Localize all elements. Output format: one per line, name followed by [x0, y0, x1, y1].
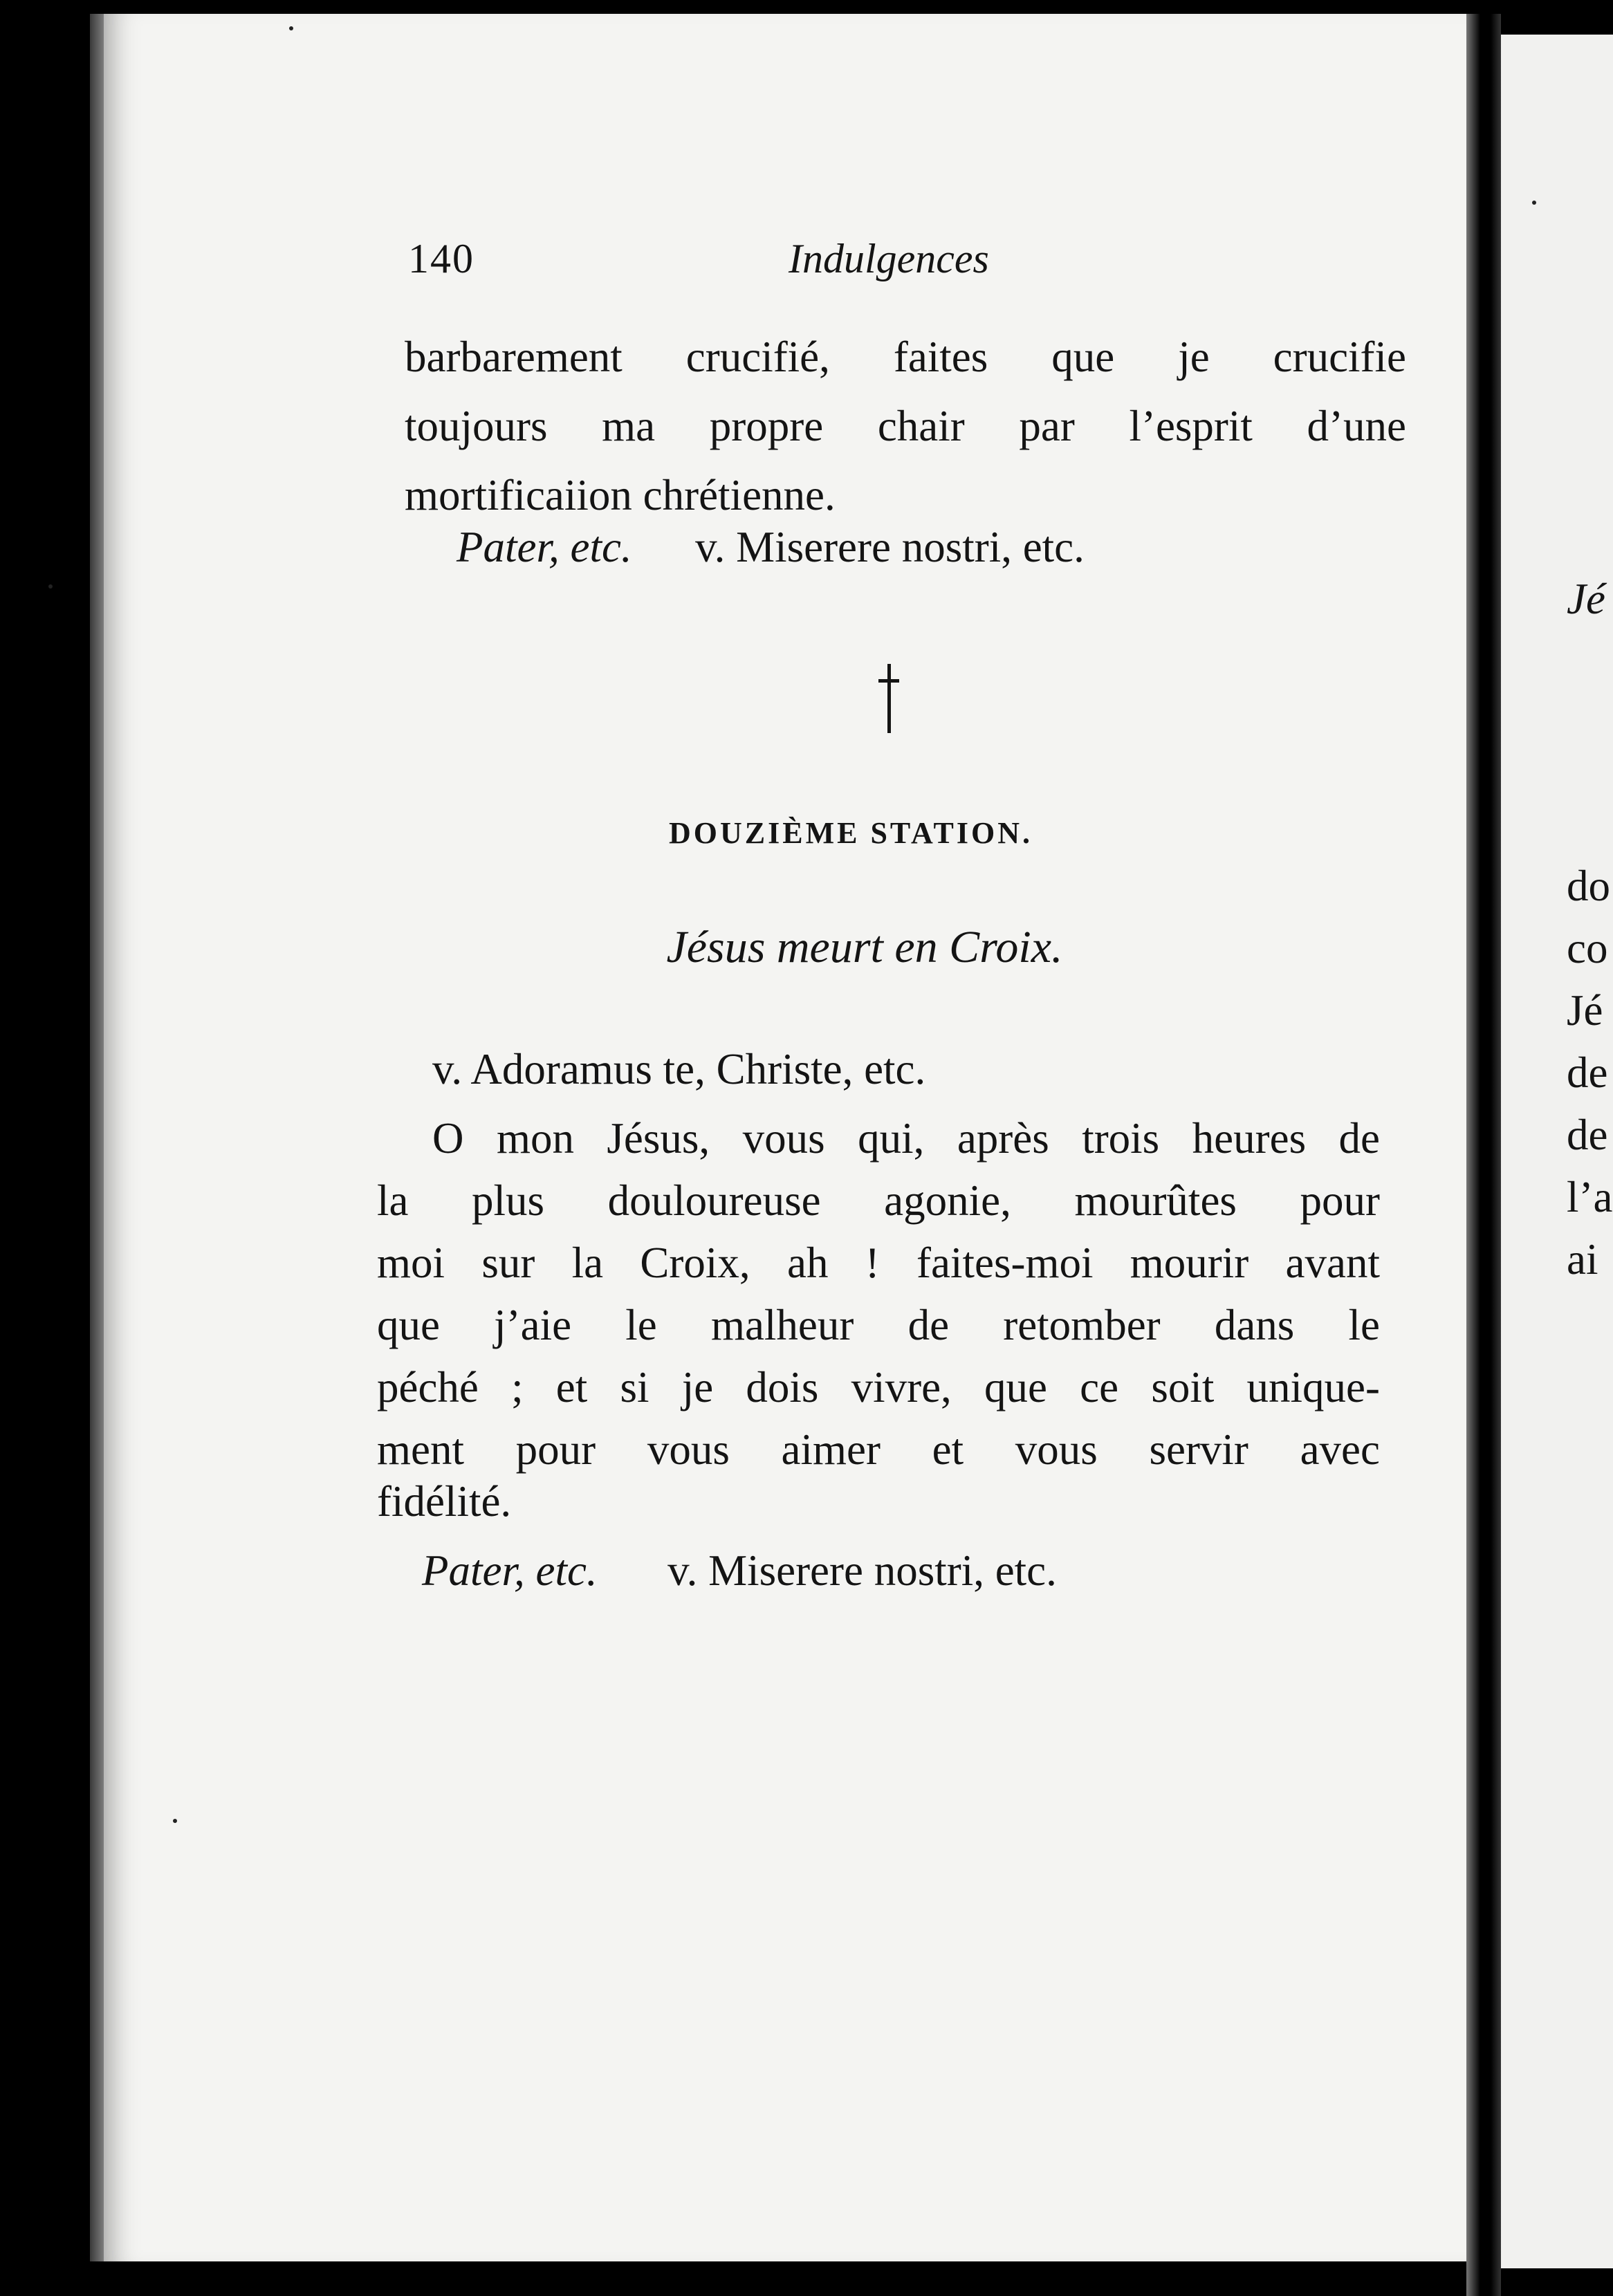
- text-line: la plus douloureuse agonie, mourûtes pour: [377, 1176, 1380, 1225]
- pater-label: Pater, etc.: [457, 523, 632, 571]
- scan-speck: [289, 26, 293, 30]
- station-title: DOUZIÈME STATION.: [668, 816, 1033, 850]
- station-subtitle: Jésus meurt en Croix.: [666, 922, 1063, 972]
- text-line: mortificaiion chrétienne.: [405, 471, 836, 519]
- scan-speck: [173, 1819, 177, 1823]
- response-line: [457, 515, 1287, 579]
- scan-speck: [48, 584, 53, 589]
- text-line: que j’aie le malheur de retomber dans le: [377, 1301, 1380, 1349]
- text-line: O mon Jésus, vous qui, après trois heures de: [432, 1114, 1380, 1163]
- facing-page-fragment: Jé: [1567, 986, 1603, 1035]
- facing-page-fragment: Jé: [1567, 575, 1605, 623]
- facing-page-fragment: l’a: [1567, 1173, 1613, 1221]
- facing-page-fragment: ai: [1567, 1235, 1598, 1284]
- running-head: Indulgences: [789, 236, 989, 281]
- versicle: v. Miserere nostri, etc.: [695, 523, 1085, 571]
- pater-label: Pater, etc.: [422, 1546, 598, 1595]
- text-line: fidélité.: [377, 1477, 512, 1526]
- adoramus-line: v. Adoramus te, Christe, etc.: [432, 1045, 926, 1093]
- text-line: barbarement crucifié, faites que je crucifie: [405, 333, 1406, 381]
- text-line: moi sur la Croix, ah ! faites-moi mourir avant: [377, 1239, 1380, 1287]
- facing-page-fragment: de: [1567, 1111, 1608, 1159]
- text-line: toujours ma propre chair par l’esprit d’une: [405, 402, 1406, 450]
- text-line: ment pour vous aimer et vous servir avec: [377, 1425, 1380, 1474]
- facing-page-fragment: co: [1567, 924, 1608, 972]
- book-gutter: [1466, 14, 1501, 2296]
- cross-icon: [878, 664, 899, 740]
- page-header: [408, 228, 1031, 290]
- page-number: 140: [408, 236, 474, 281]
- scan-speck: [1532, 201, 1536, 205]
- facing-page-fragment: de: [1567, 1048, 1608, 1097]
- response-line: [422, 1539, 1321, 1602]
- versicle: v. Miserere nostri, etc.: [667, 1546, 1057, 1595]
- facing-page-fragment: do: [1567, 862, 1610, 910]
- text-line: péché ; et si je dois vivre, que ce soit unique-: [377, 1363, 1380, 1411]
